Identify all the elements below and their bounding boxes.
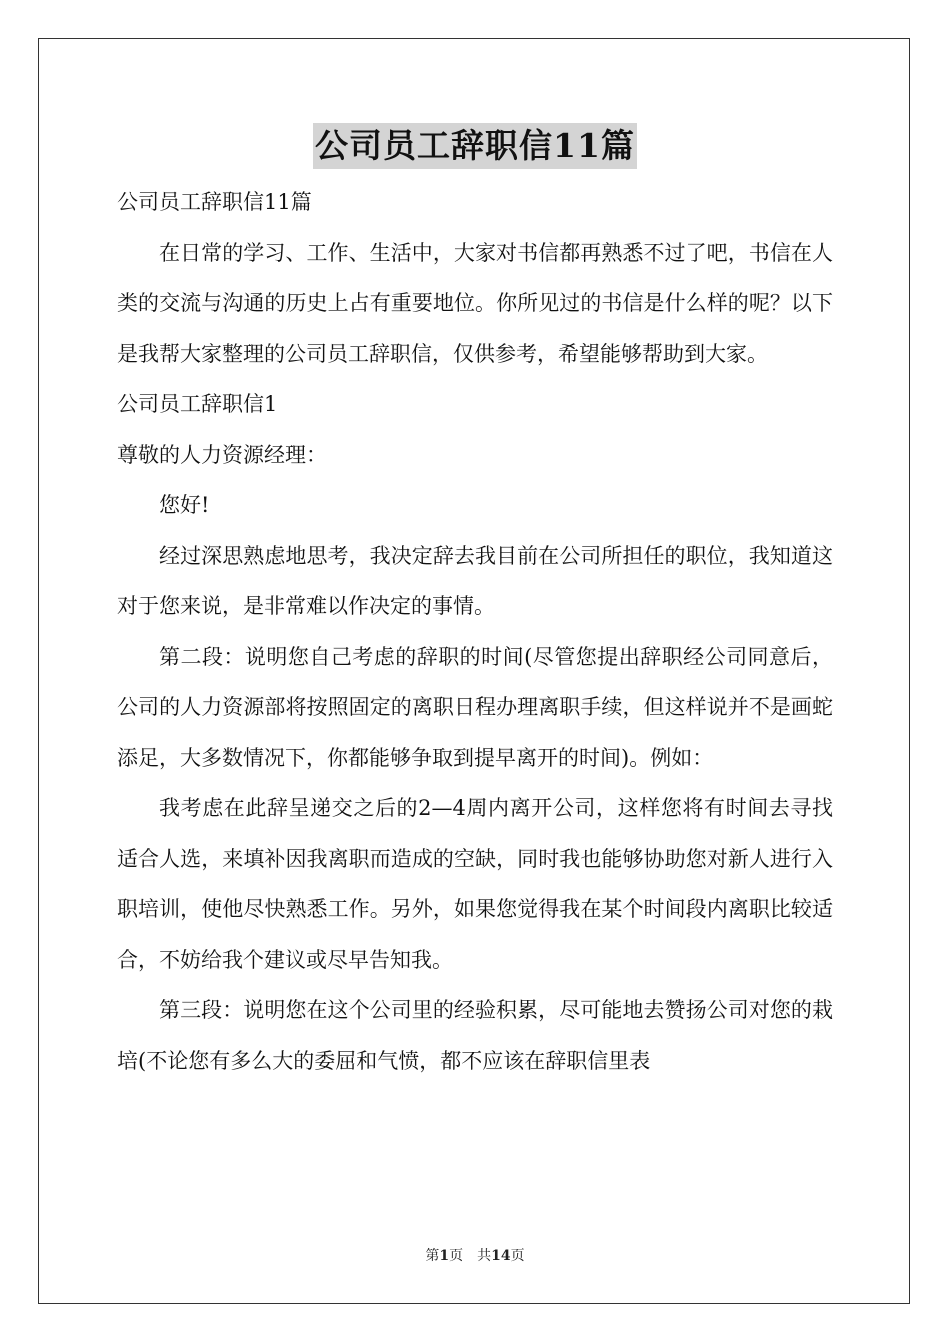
paragraph-4: 尊敬的人力资源经理： <box>117 442 327 467</box>
paragraph-1: 公司员工辞职信11篇 <box>117 190 312 214</box>
paragraph-6: 经过深思熟虑地思考，我决定辞去我目前在公司所担任的职位，我知道这对于您来说，是非常难以作决定的事情。 <box>117 543 833 618</box>
footer-page-number: 1 <box>439 1248 450 1264</box>
title-wrap <box>0 123 950 169</box>
footer-page-suffix: 页 <box>449 1248 464 1264</box>
paragraph-2: 在日常的学习、工作、生活中，大家对书信都再熟悉不过了吧，书信在人类的交流与沟通的历史上占有重要地位。你所见过的书信是什么样的呢？以下是我帮大家整理的公司员工辞职信，仅供参考，希望能够帮助到大家。 <box>117 240 833 366</box>
footer-total-prefix: 共 <box>477 1248 492 1264</box>
paragraph-8: 我考虑在此辞呈递交之后的2—4周内离开公司，这样您将有时间去寻找适合人选，来填补因我离职而造成的空缺，同时我也能够协助您对新人进行入职培训，使他尽快熟悉工作。另外，如果您觉得我在某个时间段内离职比较适合，不妨给我个建议或尽早告知我。 <box>117 796 833 972</box>
footer-page-prefix: 第 <box>425 1248 440 1264</box>
paragraph-9: 第三段：说明您在这个公司里的经验积累，尽可能地去赞扬公司对您的栽培(不论您有多么大的委屈和气愤，都不应该在辞职信里表 <box>117 998 833 1073</box>
document-body <box>117 177 833 1086</box>
footer-total-suffix: 页 <box>510 1248 525 1264</box>
footer-total-number: 14 <box>491 1248 511 1264</box>
document-title: 公司员工辞职信11篇 <box>313 123 637 169</box>
paragraph-7: 第二段：说明您自己考虑的辞职的时间(尽管您提出辞职经公司同意后，公司的人力资源部将按照固定的离职日程办理离职手续，但这样说并不是画蛇添足，大多数情况下，你都能够争取到提早离开的时间)。例如： <box>117 644 833 770</box>
page-footer <box>0 1245 950 1265</box>
paragraph-5: 您好! <box>159 493 210 517</box>
paragraph-3: 公司员工辞职信1 <box>117 392 278 416</box>
